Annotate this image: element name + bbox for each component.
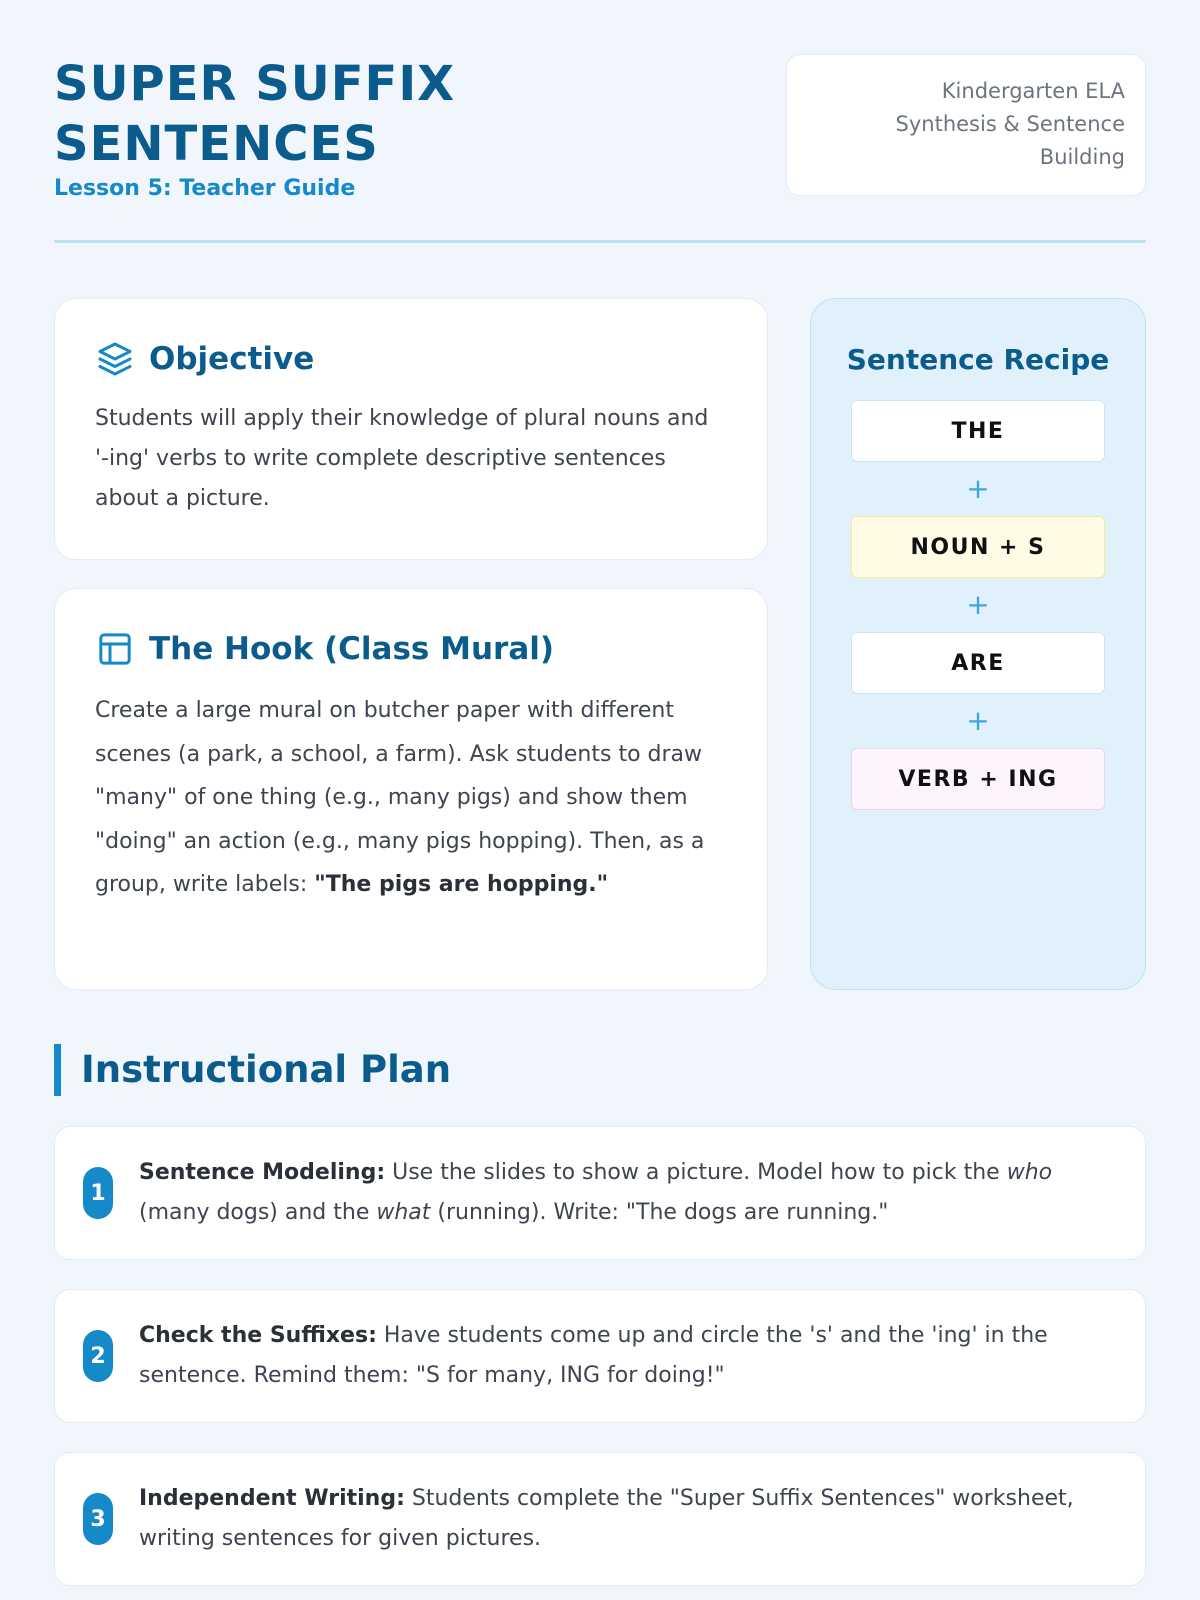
objective-title: Objective bbox=[149, 341, 315, 377]
lesson-meta-card bbox=[786, 54, 1146, 196]
hook-header bbox=[95, 629, 727, 669]
header bbox=[54, 54, 1146, 214]
recipe-part-verb: VERB + ING bbox=[851, 748, 1105, 810]
topic-label-line1: Synthesis & Sentence bbox=[895, 112, 1125, 136]
recipe-part-noun: NOUN + S bbox=[851, 516, 1105, 578]
plan-step bbox=[54, 1452, 1146, 1586]
step-text bbox=[139, 1153, 1117, 1233]
layout-icon bbox=[95, 629, 135, 669]
sentence-recipe-panel bbox=[810, 298, 1146, 990]
step-text bbox=[139, 1479, 1117, 1559]
step-number-badge: 2 bbox=[83, 1330, 113, 1382]
hook-description: Create a large mural on butcher paper with different scenes (a park, a school, a farm). Ask students to draw "many" of one thing (e.g., many pigs) and show them "doing" an action (e.g., many pigs hopping). Then, as a group, write labels: bbox=[95, 698, 705, 897]
plus-icon: + bbox=[966, 704, 990, 737]
instructional-plan-heading: Instructional Plan bbox=[54, 1044, 451, 1096]
recipe-part-the: THE bbox=[851, 400, 1105, 462]
objective-card bbox=[54, 298, 768, 560]
objective-text: Students will apply their knowledge of plural nouns and '-ing' verbs to write complete descriptive sentences about a picture. bbox=[95, 406, 709, 511]
plus-icon: + bbox=[966, 472, 990, 505]
recipe-title: Sentence Recipe bbox=[846, 343, 1110, 376]
grade-label: Kindergarten ELA bbox=[941, 79, 1125, 103]
page-subtitle: Lesson 5: Teacher Guide bbox=[54, 176, 356, 201]
step-text bbox=[139, 1316, 1117, 1396]
step-emphasis: what bbox=[376, 1200, 431, 1225]
hook-card bbox=[54, 588, 768, 990]
layers-icon bbox=[95, 339, 135, 379]
plus-icon: + bbox=[966, 588, 990, 621]
step-body: Use the slides to show a picture. Model how to pick the bbox=[385, 1160, 1007, 1185]
hook-text bbox=[95, 689, 727, 907]
objective-header bbox=[95, 339, 727, 379]
step-body: (many dogs) and the bbox=[139, 1200, 377, 1225]
step-body: Have students come up and circle the 's' and the 'ing' in the sentence. Remind them: "S for many, ING for doing!" bbox=[139, 1323, 1048, 1388]
plan-step bbox=[54, 1126, 1146, 1260]
step-label: Independent Writing: bbox=[139, 1486, 405, 1511]
topic-label-line2: Building bbox=[1039, 145, 1125, 169]
step-number-badge: 1 bbox=[83, 1167, 113, 1219]
header-divider bbox=[54, 240, 1146, 243]
hook-title: The Hook (Class Mural) bbox=[149, 631, 555, 667]
step-label: Sentence Modeling: bbox=[139, 1160, 386, 1185]
page-title: SUPER SUFFIX SENTENCES bbox=[54, 56, 456, 172]
hook-example-sentence: "The pigs are hopping." bbox=[314, 872, 609, 897]
step-label: Check the Suffixes: bbox=[139, 1323, 377, 1348]
step-body: Students complete the "Super Suffix Sentences" worksheet, writing sentences for given pictures. bbox=[139, 1486, 1074, 1551]
step-number-badge: 3 bbox=[83, 1493, 113, 1545]
step-body: (running). Write: "The dogs are running." bbox=[430, 1200, 889, 1225]
step-emphasis: who bbox=[1006, 1160, 1053, 1185]
recipe-part-are: ARE bbox=[851, 632, 1105, 694]
plan-step bbox=[54, 1289, 1146, 1423]
